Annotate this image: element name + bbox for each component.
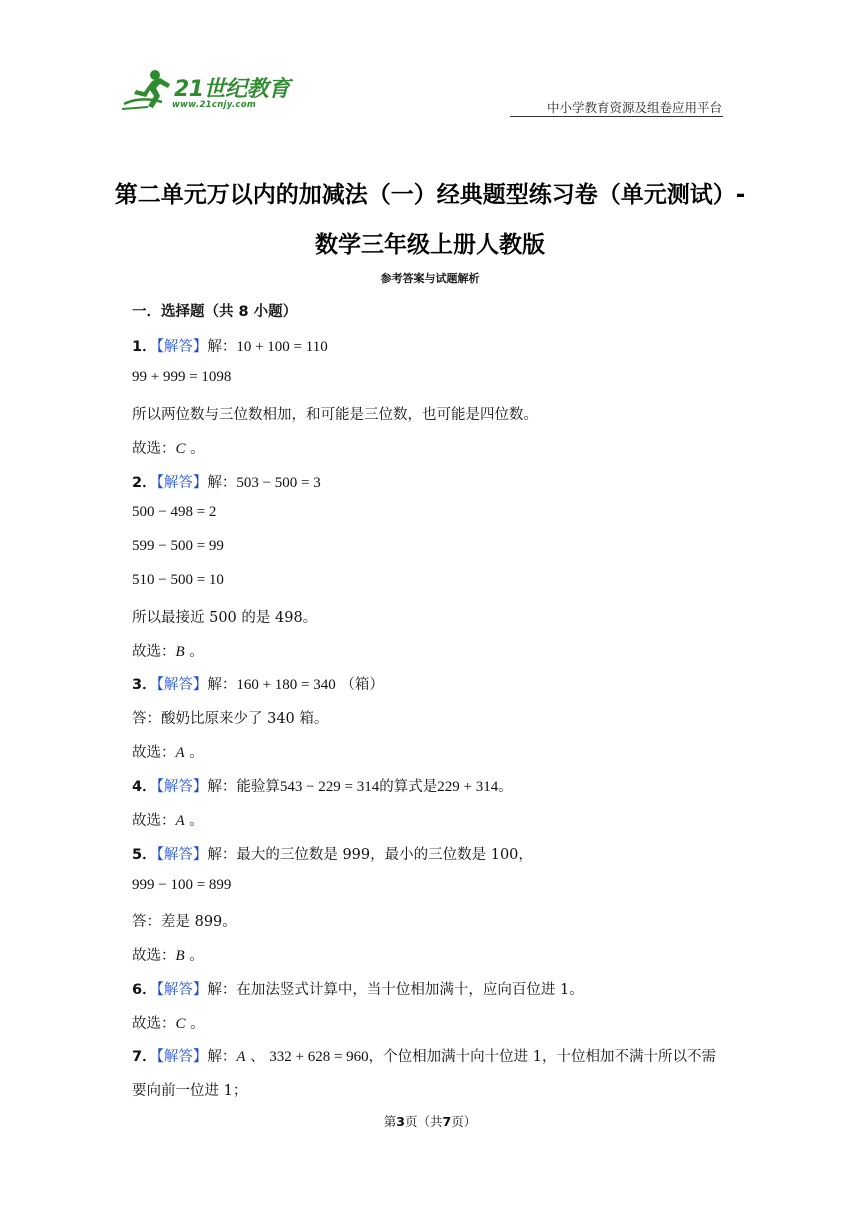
equation: 10 + 100 = 110 xyxy=(236,339,328,355)
q1-explanation: 所以两位数与三位数相加，和可能是三位数，也可能是四位数。 xyxy=(132,407,538,423)
q6-number: 6． xyxy=(132,982,157,998)
q2-answer-letter: B xyxy=(175,644,185,660)
jie-label: 解： xyxy=(207,1049,237,1065)
footer-pre: 第 xyxy=(383,1114,397,1129)
header-divider xyxy=(510,116,723,117)
q1-answer: 故选：C 。 xyxy=(132,441,205,457)
q5-text: 最大的三位数是 999，最小的三位数是 100， xyxy=(236,847,533,863)
q6-line-1 xyxy=(132,978,584,999)
subtitle: 参考答案与试题解析 xyxy=(380,272,480,285)
q3-line-1 xyxy=(132,673,384,694)
q1-answer-letter: C xyxy=(175,441,186,457)
jie-label: 解： xyxy=(207,475,237,491)
choose-label: 故选： xyxy=(132,441,176,457)
jie-label: 解： xyxy=(207,339,237,355)
q4-number: 4． xyxy=(132,779,157,795)
answer-tag: 【解答】 xyxy=(156,1049,208,1065)
q5-line-1 xyxy=(132,843,533,864)
runner-logo-icon xyxy=(122,68,176,112)
answer-tag: 【解答】 xyxy=(156,982,208,998)
q6-answer: 故选：C 。 xyxy=(132,1016,205,1032)
equation: 543 − 229 = 314 xyxy=(279,779,380,795)
q4-text-mid: 的算式是 xyxy=(379,779,438,795)
jie-label: 解： xyxy=(207,779,237,795)
q5-answer-letter: B xyxy=(175,948,185,964)
q4-text-post: 。 xyxy=(498,779,513,795)
q3-number: 3． xyxy=(132,677,157,693)
q4-line-1 xyxy=(132,775,513,796)
q2-explanation: 所以最接近 500 的是 498。 xyxy=(132,610,318,626)
q4-text-pre: 能验算 xyxy=(236,779,280,795)
q7-line-2: 要向前一位进 1； xyxy=(132,1083,248,1099)
unit: （箱） xyxy=(340,677,384,693)
q6-answer-letter: C xyxy=(175,1016,186,1032)
footer-mid: 页（共 xyxy=(404,1114,443,1129)
q5-answer: 故选：B 。 xyxy=(132,948,204,964)
platform-name: 中小学教育资源及组卷应用平台 xyxy=(546,100,722,115)
q2-equation-3: 599 − 500 = 99 xyxy=(132,538,224,554)
q1-line-1 xyxy=(132,335,328,356)
equation: 332 + 628 = 960 xyxy=(269,1049,369,1065)
q7-number: 7． xyxy=(132,1049,157,1065)
choose-label: 故选： xyxy=(132,1016,176,1032)
answer-tag: 【解答】 xyxy=(156,475,208,491)
page-title-line-2: 数学三年级上册人教版 xyxy=(315,232,545,258)
q3-answer: 故选：A 。 xyxy=(132,745,204,761)
answer-tag: 【解答】 xyxy=(156,779,208,795)
answer-tag: 【解答】 xyxy=(156,677,208,693)
q2-number: 2． xyxy=(132,475,157,491)
answer-tag: 【解答】 xyxy=(156,339,208,355)
q2-answer: 故选：B 。 xyxy=(132,644,204,660)
page-number: 3 xyxy=(396,1114,405,1129)
site-logo xyxy=(122,68,292,116)
choose-label: 故选： xyxy=(132,644,176,660)
q7-option: A xyxy=(236,1049,246,1065)
q5-explanation: 答：差是 899。 xyxy=(132,914,237,930)
section-heading: 一．选择题（共 8 小题） xyxy=(132,304,298,320)
q3-answer-letter: A xyxy=(175,745,185,761)
equation: 160 + 180 = 340 xyxy=(236,677,336,693)
q2-equation-2: 500 − 498 = 2 xyxy=(132,504,217,520)
q7-sep: 、 xyxy=(250,1049,265,1065)
choose-label: 故选： xyxy=(132,813,176,829)
jie-label: 解： xyxy=(207,982,237,998)
q3-explanation: 答：酸奶比原来少了 340 箱。 xyxy=(132,711,329,727)
logo-text: 21世纪教育 xyxy=(174,77,290,102)
equation: 229 + 314 xyxy=(437,779,499,795)
q7-text: ，个位相加满十向十位进 1，十位相加不满十所以不需 xyxy=(368,1049,716,1065)
jie-label: 解： xyxy=(207,677,237,693)
jie-label: 解： xyxy=(207,847,237,863)
page-title-line-1: 第二单元万以内的加减法（一）经典题型练习卷（单元测试）- xyxy=(114,182,746,208)
page-footer xyxy=(0,1112,860,1130)
q5-equation: 999 − 100 = 899 xyxy=(132,877,232,893)
q2-equation-4: 510 − 500 = 10 xyxy=(132,572,224,588)
q7-line-1 xyxy=(132,1045,716,1066)
q1-equation-2: 99 + 999 = 1098 xyxy=(132,369,232,385)
q5-number: 5． xyxy=(132,847,157,863)
logo-url: www.21cnjy.com xyxy=(172,100,256,110)
choose-label: 故选： xyxy=(132,745,176,761)
q6-text: 在加法竖式计算中，当十位相加满十，应向百位进 1。 xyxy=(236,982,584,998)
equation: 503 − 500 = 3 xyxy=(236,475,321,491)
q4-answer-letter: A xyxy=(175,813,185,829)
choose-label: 故选： xyxy=(132,948,176,964)
answer-tag: 【解答】 xyxy=(156,847,208,863)
q1-number: 1． xyxy=(132,339,157,355)
footer-post: 页） xyxy=(451,1114,477,1129)
q2-line-1 xyxy=(132,471,321,492)
q4-answer: 故选：A 。 xyxy=(132,813,204,829)
page-total: 7 xyxy=(442,1114,452,1129)
